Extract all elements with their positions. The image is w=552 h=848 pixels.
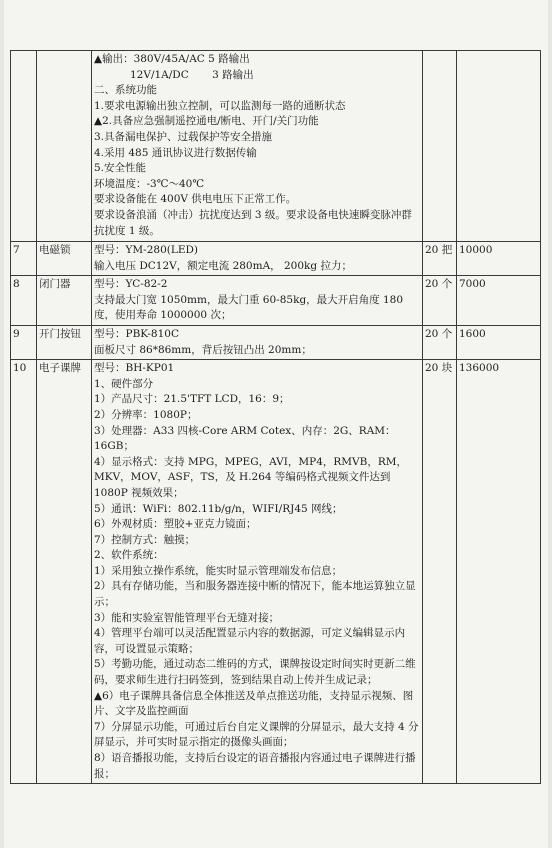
budget-cell <box>457 51 541 242</box>
budget-amount: 7000 <box>457 276 541 326</box>
spec-line: 4）管理平台端可以灵活配置显示内容的数据源，可定义编辑显示内容，可设置显示策略； <box>94 627 406 655</box>
spec-line: 2、软件系统： <box>94 549 164 562</box>
spec-line: 3.具备漏电保护、过载保护等安全措施 <box>94 130 273 143</box>
spec-line: 要求设备浪涌（冲击）抗扰度达到 3 级。要求设备电快速瞬变脉冲群抗扰度 1 级。 <box>94 208 412 237</box>
document-page <box>4 0 548 848</box>
spec-cell <box>92 325 423 359</box>
item-name: 电子课牌 <box>37 360 92 784</box>
spec-line: 5）考勤功能，通过动态二维码的方式，课牌按设定时间实时更新二维码，要求师生进行扫码签到，签到结果自动上传并生成记录； <box>94 658 416 687</box>
row-number-cell <box>11 51 37 242</box>
procurement-spec-table <box>10 50 541 784</box>
item-name: 电磁锁 <box>37 242 92 276</box>
spec-line: 支持最大门宽 1050mm，最大门重 60-85kg，最大开启角度 180度，使用寿命 1000000 次； <box>94 293 404 322</box>
quantity-cell <box>423 51 457 242</box>
quantity: 20 个 <box>423 276 457 326</box>
table-row <box>11 276 541 326</box>
spec-line: 型号：YC-82-2 <box>94 278 168 291</box>
budget-amount: 136000 <box>457 360 541 784</box>
spec-line: 型号：BH-KP01 <box>94 362 175 375</box>
spec-line: 3）处理器：A33 四核-Core ARM Cotex、内存：2G、RAM：16GB； <box>94 424 396 453</box>
spec-line: ▲6）电子课牌具备信息全体推送及单点推送功能，支持显示视频、图片、文字及监控画面 <box>94 689 414 718</box>
spec-line: 1）采用独立操作系统，能实时显示管理端发布信息； <box>94 564 343 577</box>
spec-line: 8）语音播报功能，支持后台设定的语音播报内容通过电子课牌进行播报； <box>94 752 416 780</box>
quantity: 20 个 <box>423 325 457 359</box>
spec-line: 4）显示格式：支持 MPG，MPEG，AVI，MP4，RMVB，RM，MKV，MOV，ASF，TS，及 H.264 等编码格式视频文件达到 1080P 视频效果； <box>94 455 407 499</box>
spec-line: 1.要求电源输出独立控制，可以监测每一路的通断状态 <box>94 99 346 112</box>
spec-line: 型号：YM-280(LED) <box>94 244 199 256</box>
spec-cell <box>92 360 423 784</box>
item-name: 闭门器 <box>37 276 92 326</box>
spec-line: 2）分辨率：1080P； <box>94 408 198 421</box>
spec-line: 1）产品尺寸：21.5'TFT LCD，16：9； <box>94 393 290 406</box>
spec-line: 二、系统功能 <box>94 84 157 97</box>
spec-line: ▲输出：380V/45A/AC 5 路输出 <box>94 53 250 65</box>
row-number: 10 <box>11 360 37 784</box>
table-row <box>11 360 541 784</box>
spec-line: 5.安全性能 <box>94 162 147 175</box>
spec-line: 5）通讯：WiFi：802.11b/g/n，WIFI/RJ45 网线； <box>94 502 343 515</box>
spec-line: 2）具有存储功能，当和服务器连接中断的情况下，能本地运算独立显示； <box>94 580 416 609</box>
spec-line: 7）分屏显示功能，可通过后台自定义课牌的分屏显示，最大支持 4 分屏显示，并可实时显示指定的摄像头画面； <box>94 720 419 749</box>
spec-line: 型号：PBK-810C <box>94 327 179 340</box>
spec-line: 1、硬件部分 <box>94 377 154 390</box>
budget-amount: 1600 <box>457 325 541 359</box>
table-row <box>11 242 541 276</box>
row-number: 9 <box>11 325 37 359</box>
spec-line: 面板尺寸 86*86mm，背后按钮凸出 20mm； <box>94 343 312 356</box>
item-name: 开门按钮 <box>37 325 92 359</box>
row-number: 7 <box>11 242 37 276</box>
spec-line: 输入电压 DC12V，额定电流 280mA， 200kg 拉力； <box>94 259 352 272</box>
spec-cell <box>92 51 423 242</box>
spec-cell <box>92 276 423 326</box>
spec-line: ▲2.具备应急强制遥控通电/断电、开门/关门功能 <box>94 115 319 128</box>
budget-amount: 10000 <box>457 242 541 276</box>
spec-line: 要求设备能在 400V 供电电压下正常工作。 <box>94 193 297 206</box>
table-row-continued <box>11 51 541 242</box>
quantity: 20 把 <box>423 242 457 276</box>
row-number: 8 <box>11 276 37 326</box>
spec-line: 4.采用 485 通讯协议进行数据传输 <box>94 146 257 159</box>
spec-line: 3）能和实验室智能管理平台无缝对接； <box>94 611 280 624</box>
item-name-cell <box>37 51 92 242</box>
spec-line: 6）外观材质：塑胶+亚克力镜面； <box>94 518 257 531</box>
spec-line: 7）控制方式：触摸； <box>94 533 196 546</box>
spec-cell <box>92 242 423 276</box>
spec-line: 环境温度：-3℃～40℃ <box>94 177 205 190</box>
table-row <box>11 325 541 359</box>
quantity: 20 块 <box>423 360 457 784</box>
spec-line: 12V/1A/DC 3 路输出 <box>130 68 254 81</box>
